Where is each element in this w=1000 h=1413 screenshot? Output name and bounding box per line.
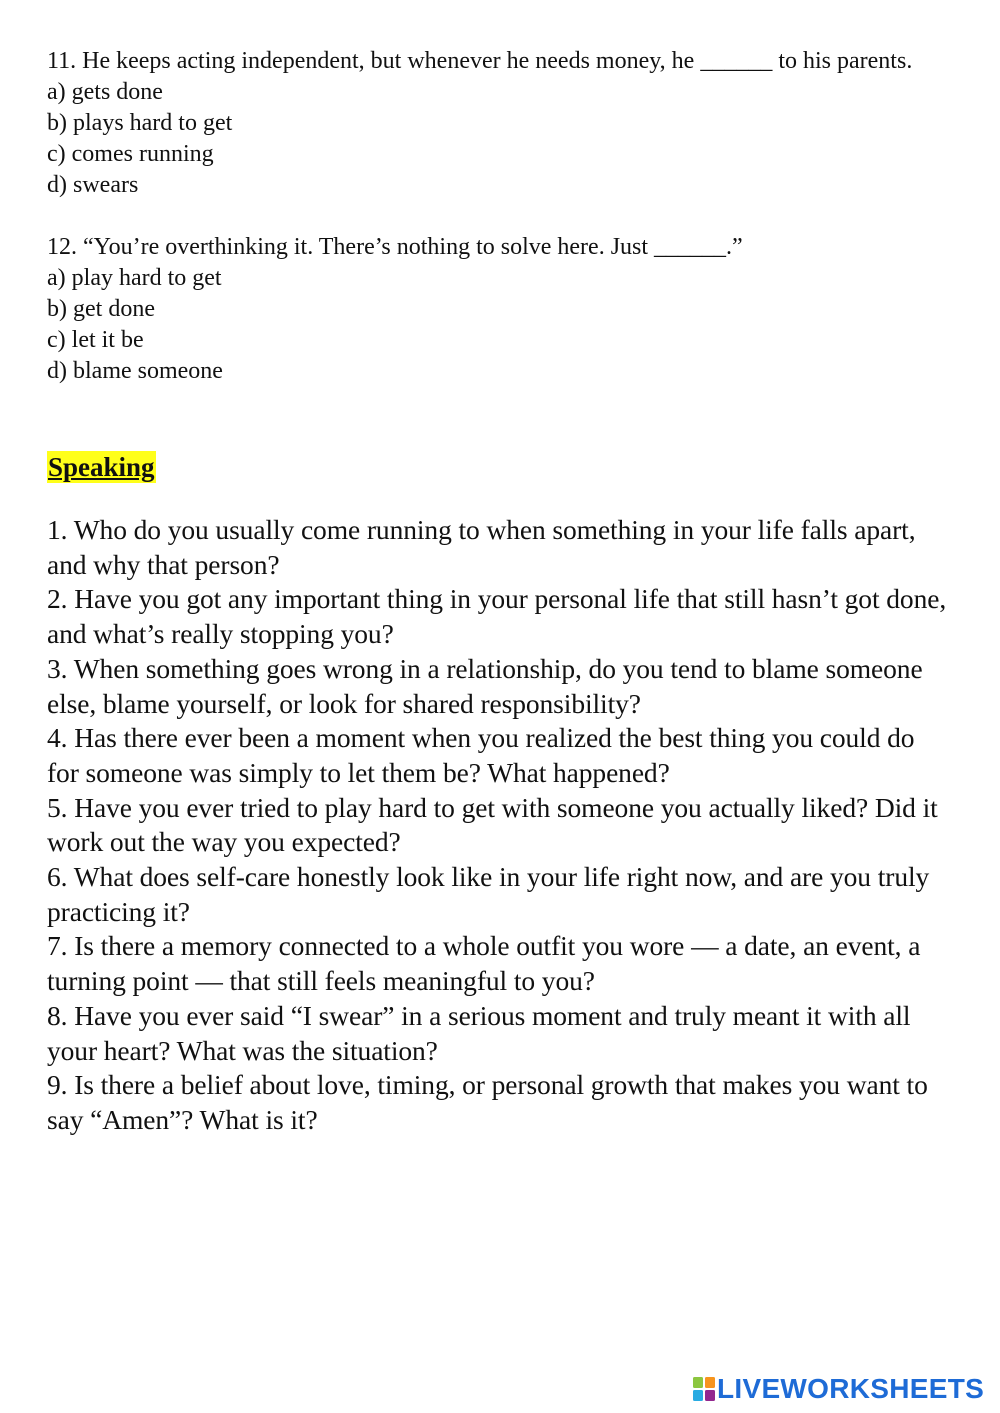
speaking-question-2: 2. Have you got any important thing in your personal life that still hasn’t got done, and what’s really stopping you?: [47, 583, 947, 650]
question-stem: 11. He keeps acting independent, but whenever he needs money, he ______ to his parents.: [47, 48, 913, 74]
question-11: [47, 46, 947, 201]
speaking-question-5: 5. Have you ever tried to play hard to get with someone you actually liked? Did it work out the way you expected?: [47, 791, 938, 858]
answer-option-a: a) gets done: [47, 79, 163, 105]
worksheet-page: [47, 46, 947, 1138]
speaking-question-3: 3. When something goes wrong in a relationship, do you tend to blame someone else, blame yourself, or look for shared responsibility?: [47, 652, 923, 719]
speaking-heading: Speaking: [48, 452, 155, 482]
liveworksheets-logo-icon: [693, 1377, 715, 1401]
answer-option-b: b) plays hard to get: [47, 110, 233, 136]
answer-option-a: a) play hard to get: [47, 265, 222, 291]
liveworksheets-logo-text: LIVEWORKSHEETS: [717, 1373, 985, 1404]
speaking-question-1: 1. Who do you usually come running to when something in your life falls apart, and why that person?: [47, 514, 916, 580]
answer-option-c: c) let it be: [47, 327, 144, 353]
speaking-question-8: 8. Have you ever said “I swear” in a serious moment and truly meant it with all your heart? What was the situation?: [47, 999, 911, 1066]
answer-option-c: c) comes running: [47, 141, 214, 167]
question-12: [47, 232, 947, 387]
answer-option-b: b) get done: [47, 296, 155, 322]
speaking-question-9: 9. Is there a belief about love, timing, or personal growth that makes you want to say “Amen”? What is it?: [47, 1069, 928, 1135]
answer-option-d: d) blame someone: [47, 358, 223, 384]
answer-option-d: d) swears: [47, 172, 139, 198]
speaking-question-7: 7. Is there a memory connected to a whole outfit you wore — a date, an event, a turning point — that still feels meaningful to you?: [47, 930, 921, 997]
speaking-section-header: [47, 451, 947, 491]
question-stem: 12. “You’re overthinking it. There’s nothing to solve here. Just ______.”: [47, 234, 743, 260]
speaking-question-4: 4. Has there ever been a moment when you realized the best thing you could do for someone was simply to let them be? What happened?: [47, 722, 915, 788]
speaking-question-list: [47, 513, 947, 1138]
liveworksheets-logo[interactable]: [693, 1375, 984, 1403]
speaking-question-6: 6. What does self-care honestly look like in your life right now, and are you truly practicing it?: [47, 861, 930, 927]
